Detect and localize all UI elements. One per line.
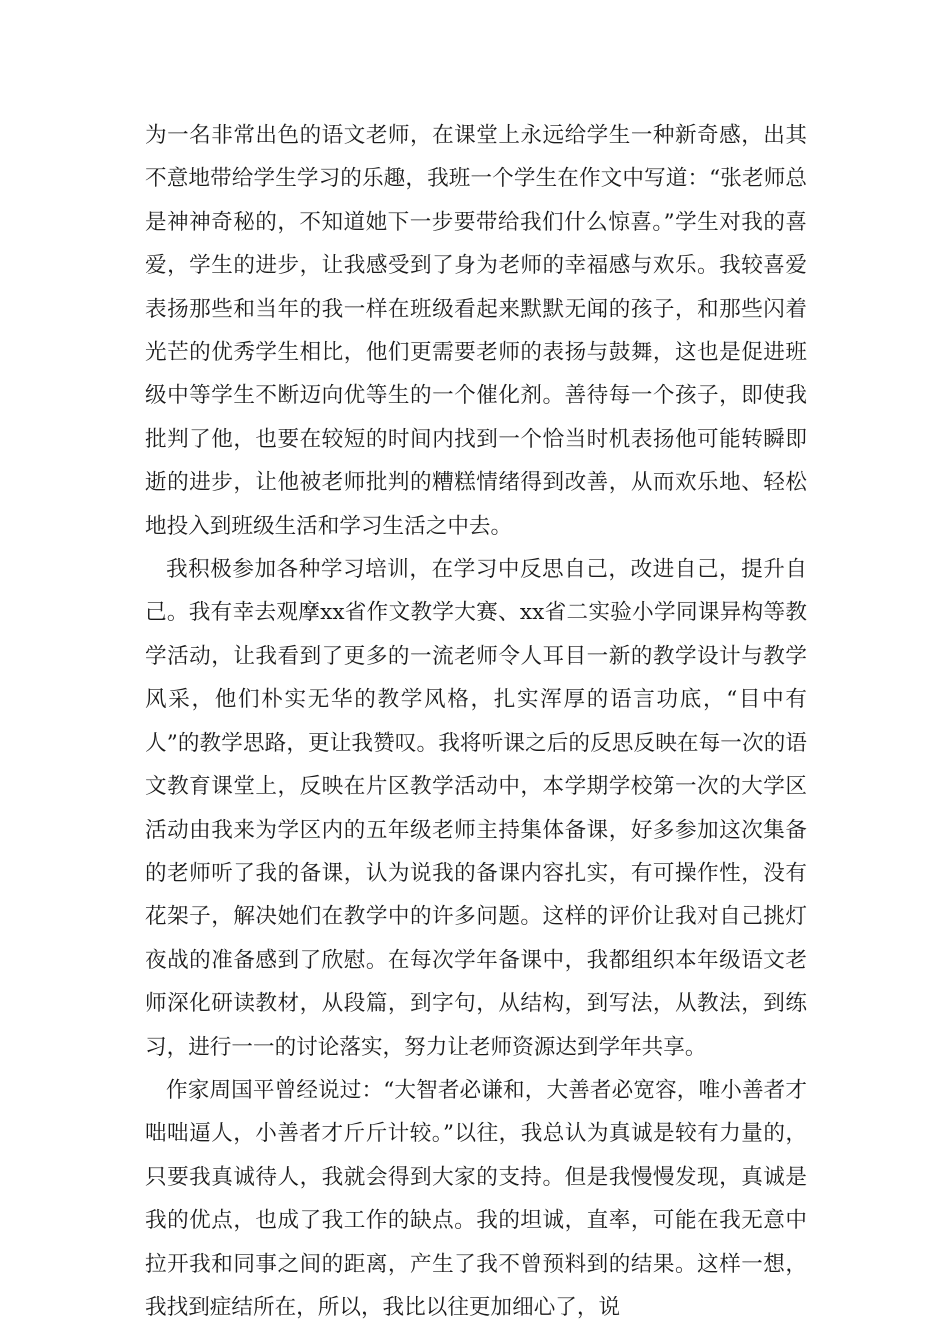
document-body: [145, 114, 807, 1329]
paragraph-3: 作家周国平曾经说过：“大智者必谦和，大善者必宽容，唯小善者才咄咄逼人，小善者才斤斤计较。”以往，我总认为真诚是较有力量的，只要我真诚待人，我就会得到大家的支持。但是我慢慢发现，真诚是我的优点，也成了我工作的缺点。我的坦诚，直率，可能在我无意中拉开我和同事之间的距离，产生了我不曾预料到的结果。这样一想，我找到症结所在，所以，我比以往更加细心了，说: [145, 1077, 807, 1320]
paragraph-2: 我积极参加各种学习培训，在学习中反思自己，改进自己，提升自己。我有幸去观摩xx省作文教学大赛、xx省二实验小学同课异构等教学活动，让我看到了更多的一流老师令人耳目一新的教学设计与教学风采，他们朴实无华的教学风格，扎实浑厚的语言功底，“目中有人”的教学思路，更让我赞叹。我将听课之后的反思反映在每一次的语文教育课堂上，反映在片区教学活动中，本学期学校第一次的大学区活动由我来为学区内的五年级老师主持集体备课，好多参加这次集备的老师听了我的备课，认为说我的备课内容扎实，有可操作性，没有花架子，解决她们在教学中的许多问题。这样的评价让我对自己挑灯夜战的准备感到了欣慰。在每次学年备课中，我都组织本年级语文老师深化研读教材，从段篇，到字句，从结构，到写法，从教法，到练习，进行一一的讨论落实，努力让老师资源达到学年共享。: [145, 557, 807, 1060]
paragraph-1: 为一名非常出色的语文老师，在课堂上永远给学生一种新奇感，出其不意地带给学生学习的乐趣，我班一个学生在作文中写道：“张老师总是神神奇秘的，不知道她下一步要带给我们什么惊喜。”学生对我的喜爱，学生的进步，让我感受到了身为老师的幸福感与欢乐。我较喜爱表扬那些和当年的我一样在班级看起来默默无闻的孩子，和那些闪着光芒的优秀学生相比，他们更需要老师的表扬与鼓舞，这也是促进班级中等学生不断迈向优等生的一个催化剂。善待每一个孩子，即使我批判了他，也要在较短的时间内找到一个恰当时机表扬他可能转瞬即逝的进步，让他被老师批判的糟糕情绪得到改善，从而欢乐地、轻松地投入到班级生活和学习生活之中去。: [145, 123, 807, 539]
